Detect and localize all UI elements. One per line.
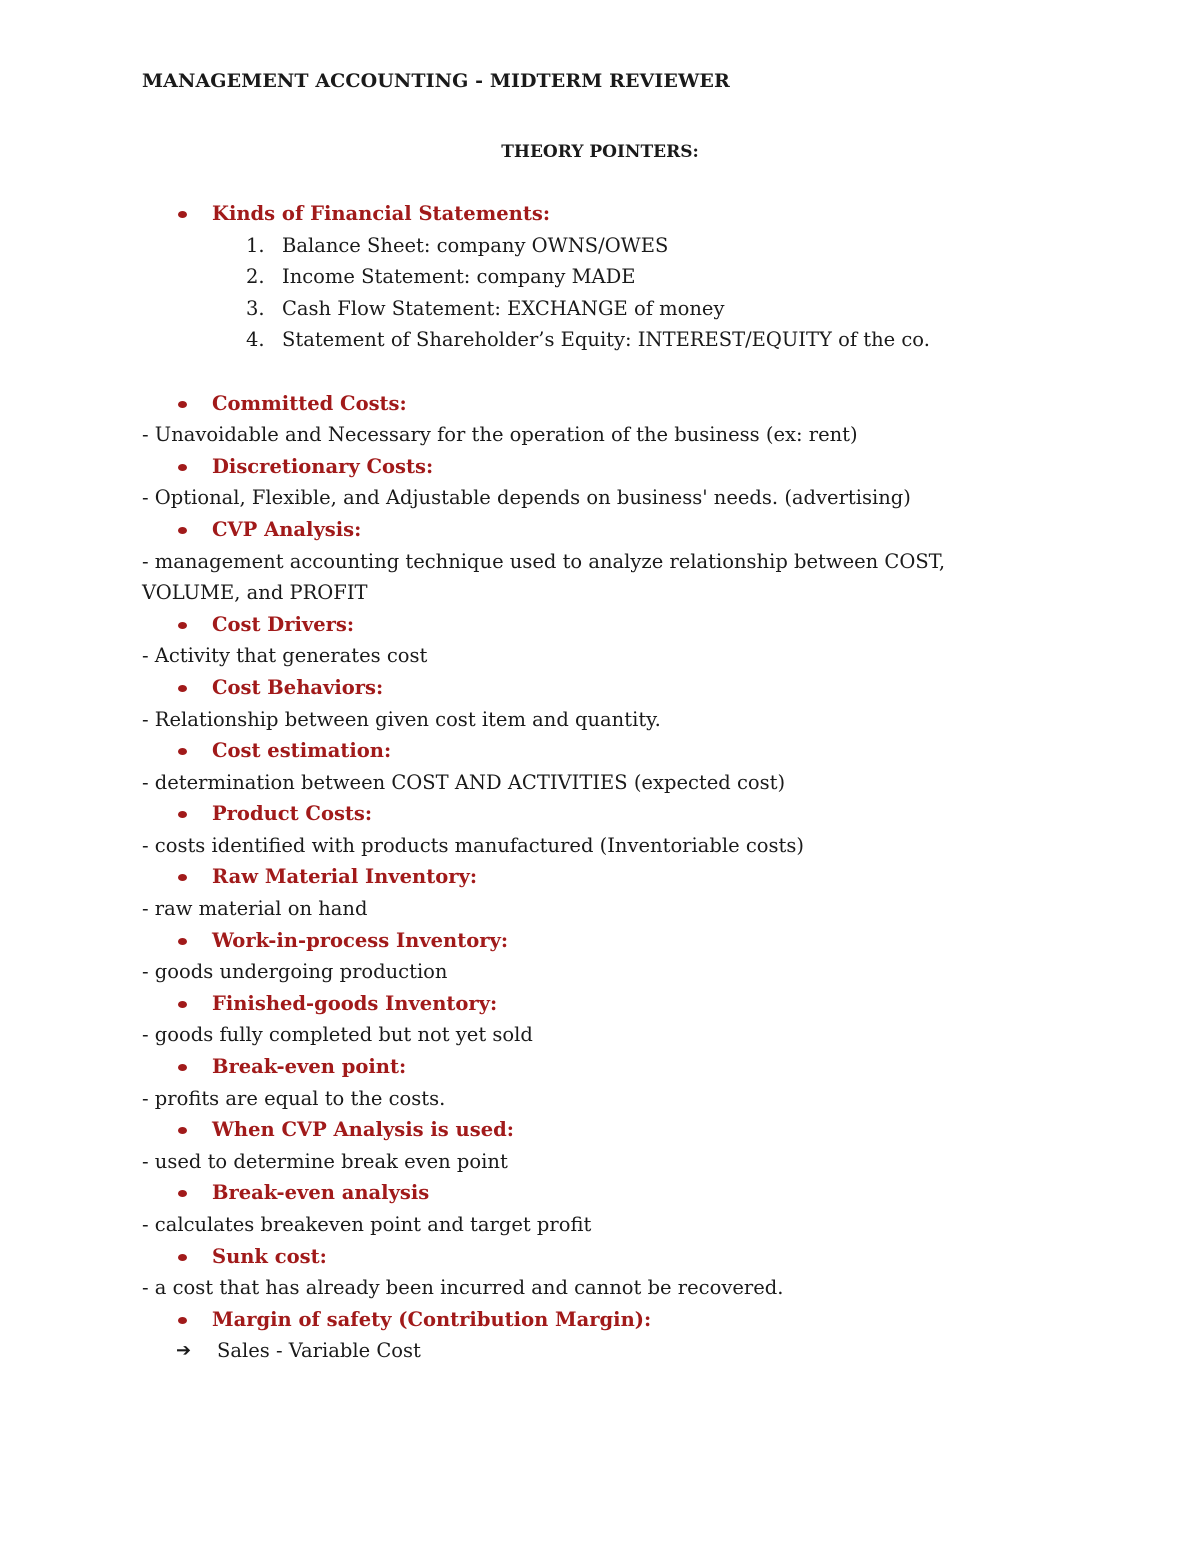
term-heading (142, 514, 1042, 546)
term-heading-label: Cost Drivers: (212, 612, 355, 636)
term-heading-label: Break-even analysis (212, 1181, 430, 1205)
list-item-text: Income Statement: company MADE (282, 265, 636, 289)
list-item-number: 3. (246, 296, 265, 320)
list-item-number: 2. (246, 265, 265, 289)
term-heading (142, 609, 1042, 641)
term-heading-label: Work-in-process Inventory: (212, 928, 509, 952)
bullet-icon (178, 748, 187, 755)
list-item (142, 324, 1042, 356)
term-heading-label: Break-even point: (212, 1055, 407, 1079)
bullet-icon (178, 401, 187, 408)
list-item (142, 230, 1042, 262)
financial-statements-list (142, 230, 1042, 356)
term-description: - Optional, Flexible, and Adjustable depends on business' needs. (advertising) (142, 486, 911, 510)
term-description: - management accounting technique used to analyze relationship between COST, VOLUME, and PROFIT (142, 549, 946, 605)
term-heading (142, 988, 1042, 1020)
term-heading (142, 1051, 1042, 1083)
bullet-icon (178, 1317, 187, 1324)
term-heading-label: When CVP Analysis is used: (212, 1118, 514, 1142)
term-heading (142, 1241, 1042, 1273)
term-heading (142, 451, 1042, 483)
content (142, 198, 1042, 1367)
term-description: - goods fully completed but not yet sold (142, 1023, 533, 1047)
formula-text: Sales - Variable Cost (217, 1339, 421, 1363)
document-title: MANAGEMENT ACCOUNTING - MIDTERM REVIEWER (142, 70, 730, 92)
arrow-right-icon: ➔ (176, 1340, 192, 1362)
term-heading-label: Kinds of Financial Statements: (212, 202, 551, 225)
term-heading-financial-statements (142, 198, 1042, 230)
bullet-icon (178, 938, 187, 945)
bullet-icon (178, 685, 187, 692)
term-heading (142, 1177, 1042, 1209)
bullet-icon (178, 1064, 187, 1071)
bullet-icon (178, 1190, 187, 1197)
term-description: - costs identified with products manufactured (Inventoriable costs) (142, 833, 804, 857)
term-heading-label: Finished-goods Inventory: (212, 991, 498, 1015)
term-heading (142, 1114, 1042, 1146)
list-item-text: Balance Sheet: company OWNS/OWES (282, 233, 669, 257)
bullet-icon (178, 1001, 187, 1008)
term-heading (142, 925, 1042, 957)
term-heading-label: Raw Material Inventory: (212, 865, 478, 889)
term-heading (142, 672, 1042, 704)
term-heading-label: Margin of safety (Contribution Margin): (212, 1307, 652, 1331)
bullet-icon (178, 1127, 187, 1134)
term-heading-label: Cost Behaviors: (212, 675, 384, 699)
bullet-icon (178, 622, 187, 629)
list-item (142, 261, 1042, 293)
term-heading-label: CVP Analysis: (212, 517, 362, 541)
term-heading-label: Product Costs: (212, 802, 373, 826)
formula-item (142, 1335, 1042, 1367)
term-description: - profits are equal to the costs. (142, 1086, 446, 1110)
term-description: - calculates breakeven point and target profit (142, 1213, 592, 1236)
bullet-icon (178, 211, 187, 218)
term-description: - Activity that generates cost (142, 644, 428, 668)
spacer (142, 356, 1042, 388)
list-item-number: 1. (246, 233, 265, 257)
term-heading (142, 388, 1042, 420)
bullet-icon (178, 527, 187, 534)
term-description: - a cost that has already been incurred and cannot be recovered. (142, 1276, 784, 1300)
term-description: - raw material on hand (142, 897, 368, 921)
term-description: - Relationship between given cost item and quantity. (142, 707, 661, 731)
term-heading (142, 798, 1042, 830)
list-item-text: Cash Flow Statement: EXCHANGE of money (282, 296, 725, 320)
list-item-number: 4. (246, 328, 265, 352)
term-description: - goods undergoing production (142, 960, 448, 984)
term-heading-label: Cost estimation: (212, 739, 392, 763)
term-description: - Unavoidable and Necessary for the operation of the business (ex: rent) (142, 423, 858, 447)
bullet-icon (178, 1254, 187, 1261)
term-heading-margin-of-safety (142, 1304, 1042, 1336)
term-description: - determination between COST AND ACTIVITIES (expected cost) (142, 770, 786, 794)
bullet-icon (178, 464, 187, 471)
term-heading-label: Committed Costs: (212, 391, 407, 415)
list-item (142, 293, 1042, 325)
bullet-icon (178, 874, 187, 881)
term-heading-label: Discretionary Costs: (212, 454, 434, 478)
term-heading (142, 861, 1042, 893)
term-heading (142, 735, 1042, 767)
bullet-icon (178, 811, 187, 818)
term-description: - used to determine break even point (142, 1149, 508, 1173)
term-heading-label: Sunk cost: (212, 1244, 327, 1268)
section-title: THEORY POINTERS: (501, 142, 699, 162)
list-item-text: Statement of Shareholder’s Equity: INTEREST/EQUITY of the co. (282, 328, 930, 352)
